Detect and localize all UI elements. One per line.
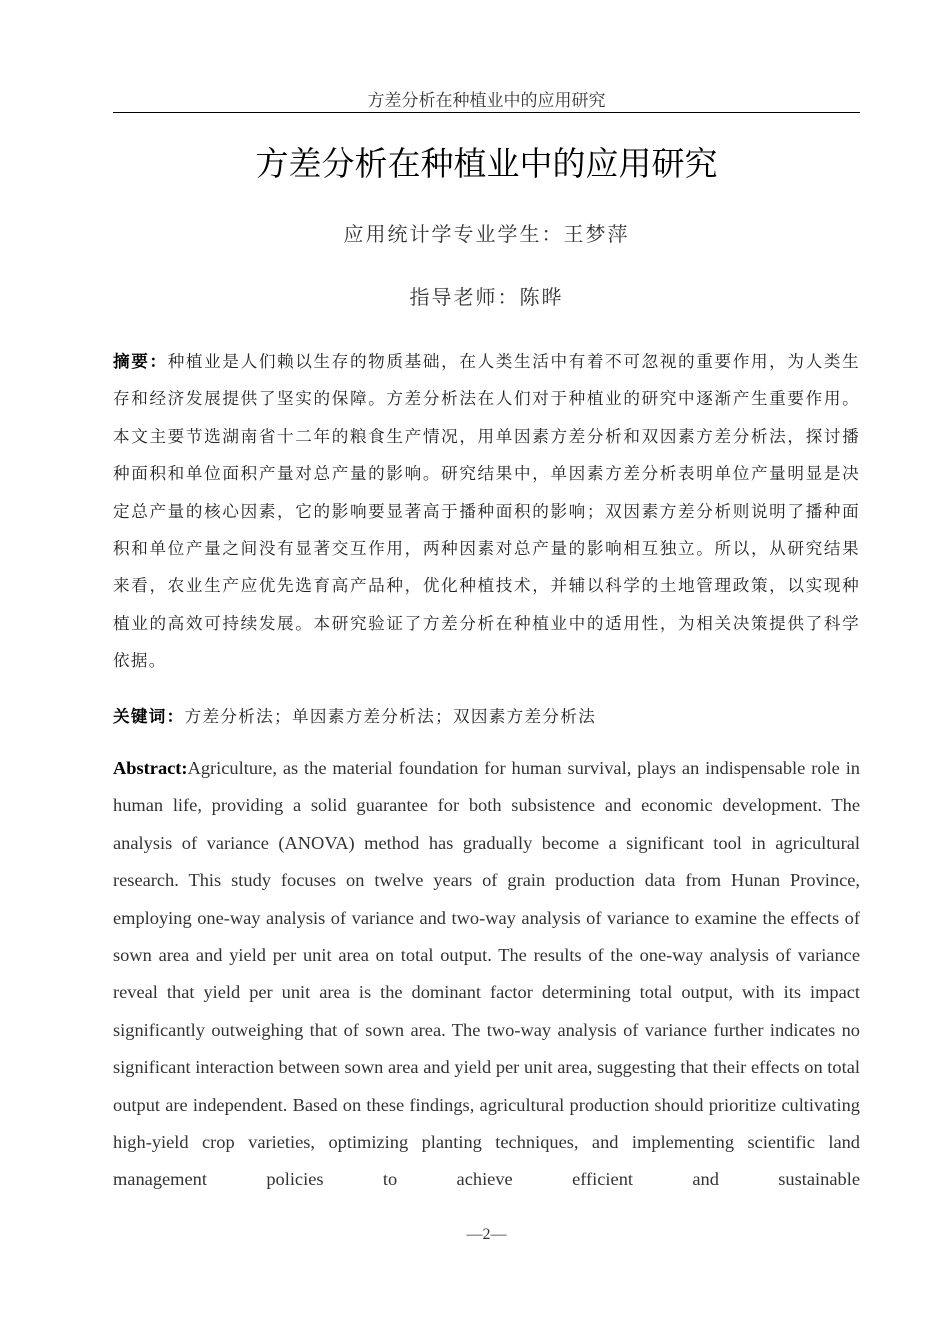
keywords-label: 关键词： <box>113 707 185 726</box>
page-number: —2— <box>466 1226 507 1243</box>
english-abstract <box>113 750 860 1199</box>
advisor-line: 指导老师：陈晔 <box>409 285 564 309</box>
english-abstract-label: Abstract: <box>113 758 188 778</box>
chinese-abstract-text: 种植业是人们赖以生存的物质基础，在人类生活中有着不可忽视的重要作用，为人类生存和经济发展提供了坚实的保障。方差分析法在人们对于种植业的研究中逐渐产生重要作用。本文主要节选湖南省十二年的粮食生产情况，用单因素方差分析和双因素方差分析法，探讨播种面积和单位面积产量对总产量的影响。研究结果中，单因素方差分析表明单位产量明显是决定总产量的核心因素，它的影响要显著高于播种面积的影响；双因素方差分析则说明了播种面积和单位产量之间没有显著交互作用，两种因素对总产量的影响相互独立。所以，从研究结果来看，农业生产应优先选育高产品种，优化种植技术，并辅以科学的土地管理政策，以实现种植业的高效可持续发展。本研究验证了方差分析在种植业中的适用性，为相关决策提供了科学依据。 <box>113 352 860 671</box>
keywords <box>113 703 860 731</box>
chinese-abstract <box>113 343 860 680</box>
running-header: 方差分析在种植业中的应用研究 <box>367 91 606 111</box>
paper-title: 方差分析在种植业中的应用研究 <box>255 144 718 183</box>
author-line: 应用统计学专业学生：王梦萍 <box>343 222 630 246</box>
english-abstract-text: Agriculture, as the material foundation for human survival, plays an indispensable role in human life, providing a solid guarantee for both subsistence and economic development. The analysis of variance (ANOVA) method has gradually become a significant tool in agricultural research. This study focuses on twelve years of grain production data from Hunan Province, employing one-way analysis of variance and two-way analysis of variance to examine the effects of sown area and yield per unit area on total output. The results of the one-way analysis of variance reveal that yield per unit area is the dominant factor determining total output, with its impact significantly outweighing that of sown area. The two-way analysis of variance further indicates no significant interaction between sown area and yield per unit area, suggesting that their effects on total output are independent. Based on these findings, agricultural production should prioritize cultivating high-yield crop varieties, optimizing planting techniques, and implementing scientific land management policies to achieve efficient and sustainable <box>113 758 860 1190</box>
chinese-abstract-label: 摘要： <box>113 352 168 371</box>
keywords-text: 方差分析法；单因素方差分析法；双因素方差分析法 <box>184 707 597 726</box>
header-rule <box>113 112 860 113</box>
